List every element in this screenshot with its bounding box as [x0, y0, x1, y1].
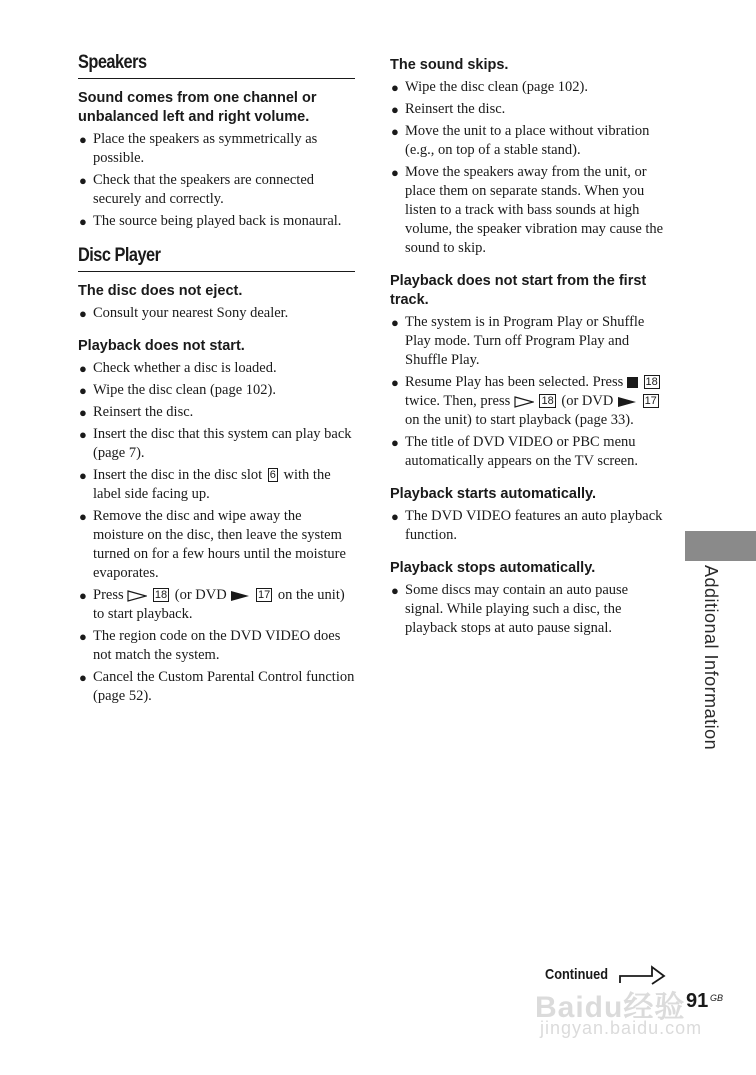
- list-item: ● The system is in Program Play or Shuffle Play mode. Turn off Program Play and Shuffle Play.: [391, 314, 645, 368]
- speakers-list: [78, 130, 355, 231]
- list-item: ● The region code on the DVD VIDEO does not match the system.: [79, 628, 341, 663]
- list-item: ● The DVD VIDEO features an auto playback function.: [391, 508, 663, 543]
- bullet-icon: ●: [79, 405, 87, 420]
- bullet-icon: ●: [79, 132, 87, 147]
- button-number-box: 18: [541, 395, 554, 407]
- page-number: 91: [686, 990, 709, 1012]
- sound-skips-list: [390, 78, 666, 258]
- bullet-icon: ●: [79, 468, 87, 483]
- list-item: ● Cancel the Custom Parental Control function (page 52).: [79, 669, 355, 704]
- bullet-icon: ●: [391, 315, 399, 330]
- list-item: ● Reinsert the disc.: [391, 101, 506, 117]
- bullet-icon: ●: [79, 670, 87, 685]
- list-item: ● Check whether a disc is loaded.: [79, 360, 277, 376]
- watermark-url: jingyan.baidu.com: [540, 1018, 703, 1038]
- bullet-icon: ●: [391, 165, 399, 180]
- bullet-icon: ●: [391, 102, 399, 117]
- bullet-icon: ●: [391, 509, 399, 524]
- subheading-first-track: Playback does not start from the first track.: [390, 273, 647, 308]
- play-solid-icon: [617, 396, 637, 408]
- list-item: ● Place the speakers as symmetrically as possible.: [79, 131, 318, 166]
- list-item: ● Move the speakers away from the unit, or place them on separate stands. When you listen to a track with bass sounds at high volume, the speaker vibration may cause the sound to skip.: [391, 164, 664, 256]
- list-item: ● The source being played back is monaural.: [79, 213, 342, 229]
- button-number-box: 18: [154, 589, 168, 601]
- list-item: ● Insert the disc in the disc slot 6 with the label side facing up.: [79, 467, 331, 502]
- button-number-box: 18: [645, 376, 658, 388]
- sidebar-section-label: Additional Information: [701, 565, 721, 751]
- list-item: ● Some discs may contain an auto pause signal. While playing such a disc, the playback stops at auto pause signal.: [391, 582, 629, 636]
- button-number-box: 17: [644, 395, 657, 407]
- play-outline-icon: [127, 590, 147, 602]
- bullet-icon: ●: [79, 383, 87, 398]
- section-rule: [78, 271, 355, 272]
- bullet-icon: ●: [79, 629, 87, 644]
- subheading-auto-start: Playback starts automatically.: [390, 486, 597, 502]
- list-item: ● Reinsert the disc.: [79, 404, 194, 420]
- bullet-icon: ●: [391, 375, 399, 390]
- section-rule: [78, 78, 355, 79]
- bullet-icon: ●: [79, 427, 87, 442]
- bullet-icon: ●: [79, 509, 87, 524]
- auto-stop-list: [390, 581, 666, 638]
- right-column: [390, 56, 666, 652]
- bullet-icon: ●: [79, 214, 87, 229]
- region-code: GB: [710, 993, 724, 1003]
- bullet-icon: ●: [79, 588, 87, 603]
- list-item: ● Check that the speakers are connected securely and correctly.: [79, 172, 315, 207]
- list-item: ● Press 18 (or DVD 17 on the unit) to start playback.: [79, 587, 345, 622]
- subheading-one-channel: Sound comes from one channel or unbalanced left and right volume.: [78, 90, 317, 125]
- subheading-sound-skips: The sound skips.: [390, 57, 509, 73]
- subheading-no-eject: The disc does not eject.: [78, 283, 243, 299]
- subheading-no-start: Playback does not start.: [78, 338, 245, 354]
- list-item: ● Move the unit to a place without vibration (e.g., on top of a stable stand).: [391, 123, 650, 158]
- continued-label: Continued: [545, 966, 609, 983]
- bullet-icon: ●: [391, 124, 399, 139]
- bullet-icon: ●: [79, 361, 87, 376]
- play-outline-icon: [514, 396, 534, 408]
- section-heading-disc-player: Disc Player: [78, 245, 161, 266]
- bullet-icon: ●: [391, 80, 399, 95]
- bullet-icon: ●: [391, 583, 399, 598]
- list-item: ● The title of DVD VIDEO or PBC menu automatically appears on the TV screen.: [391, 434, 638, 469]
- list-item: ● Consult your nearest Sony dealer.: [79, 305, 289, 321]
- no-start-list: [78, 359, 355, 706]
- list-item: ● Wipe the disc clean (page 102).: [391, 79, 589, 95]
- watermark-logo: Baidu经验: [535, 991, 686, 1024]
- play-solid-icon: [230, 590, 250, 602]
- list-item: ● Wipe the disc clean (page 102).: [79, 382, 277, 398]
- list-item: ● Remove the disc and wipe away the moisture on the disc, then leave the system turned on for a few hours until the moisture evaporates.: [79, 508, 346, 581]
- subheading-auto-stop: Playback stops automatically.: [390, 560, 596, 576]
- eject-list: [78, 304, 355, 323]
- bullet-icon: ●: [79, 306, 87, 321]
- bullet-icon: ●: [79, 173, 87, 188]
- list-item: ● Insert the disc that this system can play back (page 7).: [79, 426, 352, 461]
- first-track-list: [390, 313, 666, 471]
- bullet-icon: ●: [391, 435, 399, 450]
- list-item: ● Resume Play has been selected. Press 18 twice. Then, press 18 (or DVD 17 on the unit) to start playback (page 33).: [391, 374, 658, 428]
- button-number-box: 6: [269, 469, 276, 481]
- section-tab: [685, 531, 756, 561]
- section-heading-speakers: Speakers: [78, 52, 147, 73]
- button-number-box: 17: [257, 589, 271, 601]
- stop-icon: [627, 377, 638, 388]
- left-column: [78, 52, 355, 720]
- auto-start-list: [390, 507, 666, 545]
